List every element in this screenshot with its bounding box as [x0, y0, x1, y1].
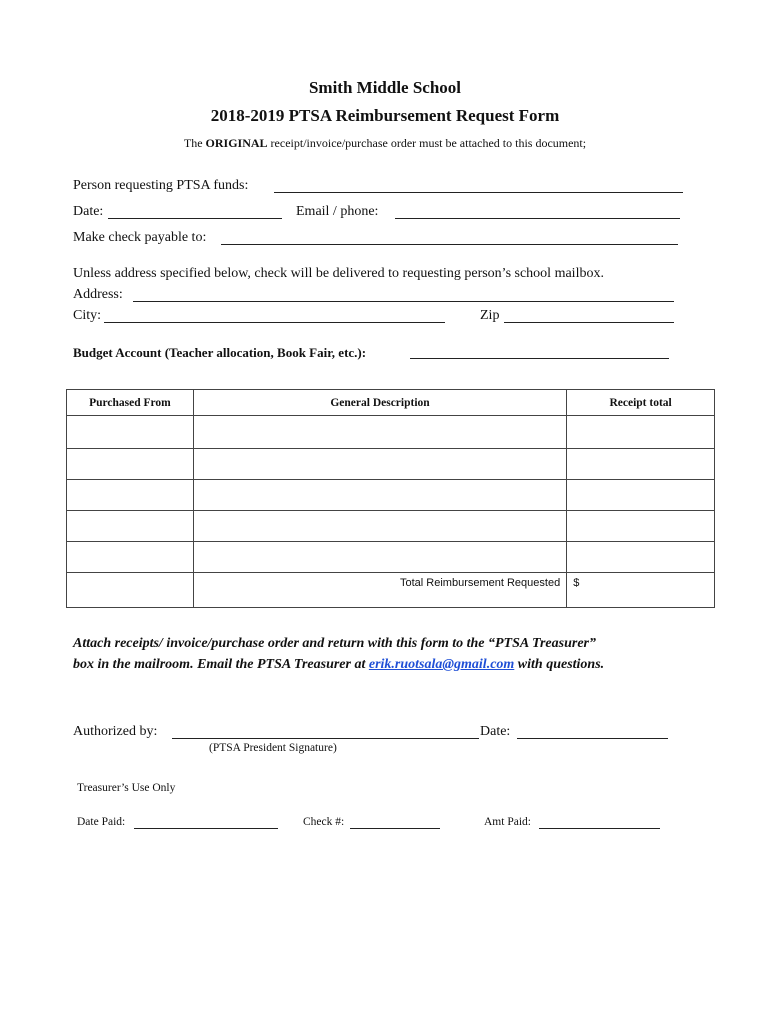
budget-account-field[interactable]	[410, 358, 669, 359]
date-field[interactable]	[108, 218, 282, 219]
check-number-field[interactable]	[350, 828, 440, 829]
receipt-total-cell[interactable]	[567, 511, 715, 542]
city-label: City:	[73, 308, 102, 323]
check-number-label: Check #:	[303, 816, 345, 828]
description-cell[interactable]	[193, 480, 566, 511]
email-phone-label: Email / phone:	[296, 204, 379, 219]
purchased-from-header: Purchased From	[67, 390, 194, 416]
currency-symbol: $	[573, 577, 580, 589]
table-row	[67, 480, 715, 511]
description-cell[interactable]	[193, 542, 566, 573]
receipt-total-cell[interactable]	[567, 480, 715, 511]
amount-paid-field[interactable]	[539, 828, 660, 829]
address-field[interactable]	[133, 301, 674, 302]
total-amount-cell[interactable]	[567, 573, 715, 608]
table-row	[67, 542, 715, 573]
table-row	[67, 449, 715, 480]
description-cell[interactable]	[193, 449, 566, 480]
signature-caption: (PTSA President Signature)	[209, 742, 337, 754]
person-requesting-field[interactable]	[274, 192, 683, 193]
amount-paid-label: Amt Paid:	[484, 816, 531, 828]
purchases-table	[66, 389, 715, 608]
original-note: The ORIGINAL receipt/invoice/purchase order must be attached to this document;	[183, 136, 587, 150]
table-row	[67, 416, 715, 449]
purchased-from-cell[interactable]	[67, 449, 194, 480]
treasurer-email-link[interactable]: erik.ruotsala@gmail.com	[368, 657, 515, 672]
budget-account-label: Budget Account (Teacher allocation, Book Fair, etc.):	[73, 345, 367, 360]
purchased-from-cell[interactable]	[67, 542, 194, 573]
authorization-date-label: Date:	[480, 724, 511, 739]
total-reimbursement-label: Total Reimbursement Requested	[193, 573, 566, 608]
address-label: Address:	[73, 287, 123, 302]
check-payable-field[interactable]	[221, 244, 678, 245]
total-row	[67, 573, 715, 608]
description-cell[interactable]	[193, 416, 566, 449]
form-title: 2018-2019 PTSA Reimbursement Request Form	[210, 106, 560, 125]
table-row	[67, 511, 715, 542]
authorization-date-field[interactable]	[517, 738, 668, 739]
email-phone-field[interactable]	[395, 218, 680, 219]
instructions-line-1: Attach receipts/ invoice/purchase order and return with this form to the “PTSA Treasurer”	[73, 636, 596, 651]
receipt-total-cell[interactable]	[567, 542, 715, 573]
receipt-total-header: Receipt total	[567, 390, 715, 416]
school-name: Smith Middle School	[308, 78, 462, 97]
general-description-header: General Description	[193, 390, 566, 416]
authorized-by-signature-field[interactable]	[172, 738, 479, 739]
zip-field[interactable]	[504, 322, 674, 323]
check-payable-label: Make check payable to:	[73, 230, 207, 245]
purchased-from-cell	[67, 573, 194, 608]
date-paid-label: Date Paid:	[77, 816, 126, 828]
person-requesting-label: Person requesting PTSA funds:	[73, 178, 249, 193]
table-header-row	[67, 390, 715, 416]
instructions-line-2: box in the mailroom. Email the PTSA Treasurer at erik.ruotsala@gmail.com with questions.	[73, 657, 605, 672]
purchased-from-cell[interactable]	[67, 511, 194, 542]
authorized-by-label: Authorized by:	[73, 724, 158, 739]
purchased-from-cell[interactable]	[67, 416, 194, 449]
city-field[interactable]	[104, 322, 445, 323]
purchased-from-cell[interactable]	[67, 480, 194, 511]
address-note: Unless address specified below, check will be delivered to requesting person’s school mailbox.	[73, 266, 604, 281]
treasurer-use-heading: Treasurer’s Use Only	[77, 782, 176, 794]
receipt-total-cell[interactable]	[567, 416, 715, 449]
description-cell[interactable]	[193, 511, 566, 542]
zip-label: Zip	[480, 308, 500, 323]
date-paid-field[interactable]	[134, 828, 278, 829]
date-label: Date:	[73, 204, 104, 219]
receipt-total-cell[interactable]	[567, 449, 715, 480]
